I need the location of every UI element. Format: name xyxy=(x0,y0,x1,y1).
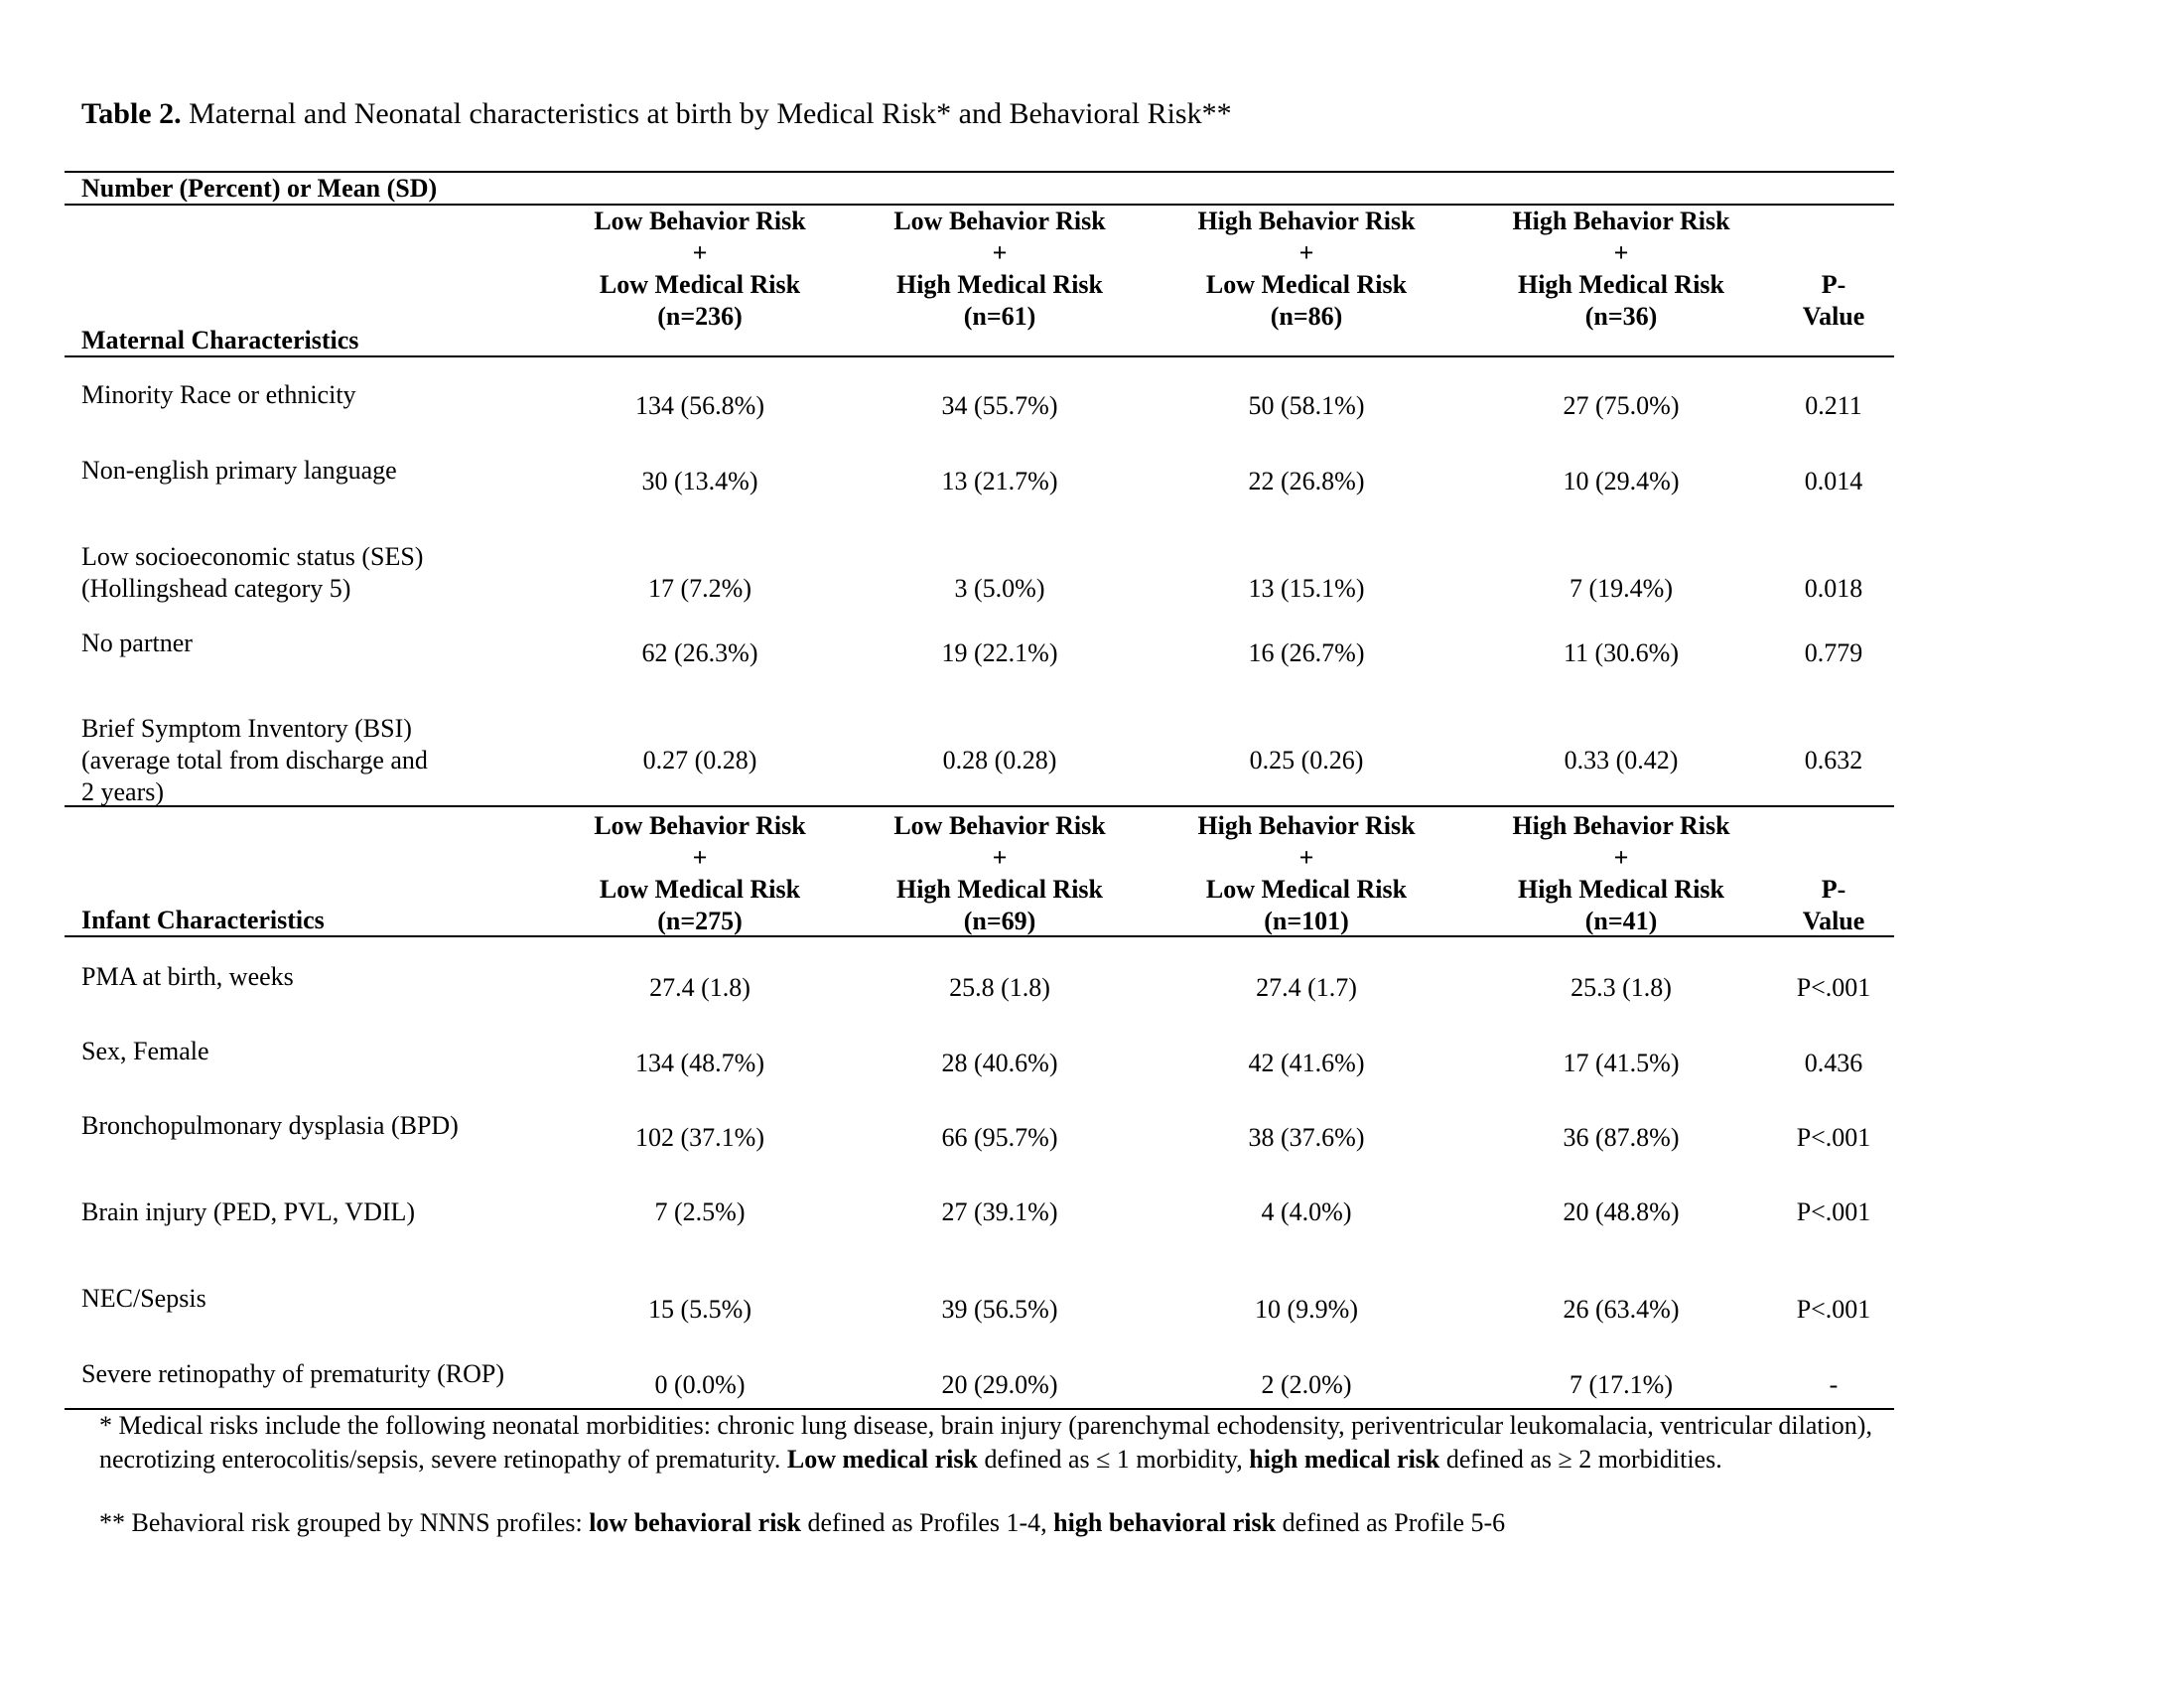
maternal-pvalue-header-line-1: P- xyxy=(1821,270,1846,299)
infant-header-col-3 xyxy=(1158,810,1455,937)
infant-row-4-cell-4: 20 (48.8%) xyxy=(1563,1197,1680,1226)
maternal-row-3-cell-2: 3 (5.0%) xyxy=(954,574,1045,603)
maternal-row-4-label-line-1: No partner xyxy=(81,629,193,657)
table-caption: Number (Percent) or Mean (SD) xyxy=(81,174,438,203)
rule-infant-top xyxy=(65,805,1894,807)
maternal-row-5-cell-1: 0.27 (0.28) xyxy=(642,746,757,774)
maternal-row-3-cell-4: 7 (19.4%) xyxy=(1570,574,1673,603)
infant-header-col-4-line-4: (n=41) xyxy=(1584,907,1658,935)
infant-row-2-pvalue: 0.436 xyxy=(1804,1049,1863,1077)
infant-header-col-1 xyxy=(551,810,849,937)
maternal-row-3-cell-1: 17 (7.2%) xyxy=(648,574,751,603)
infant-row-5-pvalue: P<.001 xyxy=(1796,1295,1871,1324)
maternal-header-col-4-line-1: High Behavior Risk xyxy=(1512,207,1730,235)
infant-section-label: Infant Characteristics xyxy=(81,906,325,934)
maternal-header-col-3-line-4: (n=86) xyxy=(1270,302,1343,331)
maternal-row-4-pvalue: 0.779 xyxy=(1804,638,1863,667)
maternal-pvalue-header xyxy=(1774,269,1893,333)
maternal-header-col-2-line-3: High Medical Risk xyxy=(895,270,1103,299)
maternal-header-col-3 xyxy=(1158,206,1455,333)
infant-row-3-pvalue: P<.001 xyxy=(1796,1123,1871,1152)
maternal-row-4-cell-3: 16 (26.7%) xyxy=(1248,638,1365,667)
infant-row-5-label xyxy=(81,1283,206,1315)
infant-row-2-label xyxy=(81,1036,209,1067)
infant-row-1-cell-2: 25.8 (1.8) xyxy=(949,973,1050,1002)
infant-header-col-2-line-2: + xyxy=(992,843,1008,872)
maternal-header-col-2-line-2: + xyxy=(992,238,1008,267)
infant-row-4-cell-3: 4 (4.0%) xyxy=(1261,1197,1352,1226)
maternal-row-3-label-line-2: (Hollingshead category 5) xyxy=(81,574,351,603)
rule-maternal-header xyxy=(65,355,1894,357)
maternal-row-5-label-line-2: (average total from discharge and xyxy=(81,746,428,774)
infant-header-col-1-line-4: (n=275) xyxy=(657,907,743,935)
footnote-high-behavioral-risk: high behavioral risk xyxy=(1053,1508,1277,1537)
maternal-row-1-cell-2: 34 (55.7%) xyxy=(941,391,1058,420)
maternal-row-5-label xyxy=(81,713,428,808)
infant-row-6-cell-3: 2 (2.0%) xyxy=(1261,1370,1352,1399)
footnote-high-medical-risk: high medical risk xyxy=(1249,1445,1440,1474)
footnote-medical-a: necrotizing enterocolitis/sepsis, severe retinopathy of prematurity. xyxy=(99,1445,787,1474)
infant-row-1-cell-4: 25.3 (1.8) xyxy=(1570,973,1672,1002)
infant-header-col-3-line-2: + xyxy=(1298,843,1314,872)
maternal-header-col-3-line-3: Low Medical Risk xyxy=(1205,270,1408,299)
infant-row-6-label xyxy=(81,1358,504,1390)
infant-row-4-pvalue: P<.001 xyxy=(1796,1197,1871,1226)
table-label: Table 2. xyxy=(81,97,182,130)
infant-header-col-4-line-1: High Behavior Risk xyxy=(1512,811,1730,840)
infant-row-5-cell-4: 26 (63.4%) xyxy=(1563,1295,1680,1324)
maternal-header-col-4-line-3: High Medical Risk xyxy=(1517,270,1724,299)
infant-header-col-2-line-1: Low Behavior Risk xyxy=(893,811,1106,840)
maternal-row-4-cell-1: 62 (26.3%) xyxy=(641,638,758,667)
footnote-behavioral xyxy=(99,1506,1505,1540)
infant-row-1-pvalue: P<.001 xyxy=(1796,973,1871,1002)
maternal-row-3-cell-3: 13 (15.1%) xyxy=(1248,574,1365,603)
infant-row-6-pvalue: - xyxy=(1829,1370,1839,1399)
maternal-row-3-label-line-1: Low socioeconomic status (SES) xyxy=(81,542,424,571)
footnote-low-behavioral-risk: low behavioral risk xyxy=(589,1508,801,1537)
maternal-row-5-cell-2: 0.28 (0.28) xyxy=(942,746,1057,774)
maternal-row-2-cell-4: 10 (29.4%) xyxy=(1563,467,1680,495)
maternal-row-5-pvalue: 0.632 xyxy=(1804,746,1863,774)
maternal-header-col-4-line-2: + xyxy=(1613,238,1629,267)
infant-row-4-cell-2: 27 (39.1%) xyxy=(941,1197,1058,1226)
maternal-row-3-label xyxy=(81,541,423,605)
footnote-behavioral-c: defined as Profiles 1-4, xyxy=(801,1508,1054,1537)
infant-row-2-cell-1: 134 (48.7%) xyxy=(635,1049,764,1077)
infant-row-3-label xyxy=(81,1110,459,1142)
infant-header-col-2-line-3: High Medical Risk xyxy=(895,875,1103,904)
footnote-medical-line2 xyxy=(99,1443,1722,1477)
maternal-row-5-label-line-3: 2 years) xyxy=(81,777,165,806)
maternal-section-label: Maternal Characteristics xyxy=(81,326,359,354)
infant-row-3-cell-3: 38 (37.6%) xyxy=(1248,1123,1365,1152)
maternal-header-col-1 xyxy=(551,206,849,333)
infant-header-col-1-line-1: Low Behavior Risk xyxy=(594,811,806,840)
maternal-row-1-cell-4: 27 (75.0%) xyxy=(1563,391,1680,420)
maternal-header-col-2-line-1: Low Behavior Risk xyxy=(893,207,1106,235)
infant-row-6-cell-4: 7 (17.1%) xyxy=(1570,1370,1673,1399)
maternal-row-4-cell-4: 11 (30.6%) xyxy=(1563,638,1679,667)
infant-row-1-label xyxy=(81,961,294,993)
infant-row-5-cell-1: 15 (5.5%) xyxy=(648,1295,751,1324)
infant-pvalue-header xyxy=(1774,874,1893,937)
maternal-header-col-1-line-4: (n=236) xyxy=(657,302,743,331)
rule-infant-header xyxy=(65,935,1894,937)
maternal-row-4-label xyxy=(81,628,193,659)
infant-header-col-4-line-2: + xyxy=(1613,843,1629,872)
infant-row-4-label xyxy=(81,1196,415,1228)
infant-header-col-3-line-3: Low Medical Risk xyxy=(1205,875,1408,904)
maternal-row-2-label xyxy=(81,455,397,487)
infant-row-3-cell-4: 36 (87.8%) xyxy=(1563,1123,1680,1152)
infant-header-col-4 xyxy=(1472,810,1770,937)
maternal-header-col-2-line-4: (n=61) xyxy=(963,302,1036,331)
footnote-low-medical-risk: Low medical risk xyxy=(786,1445,978,1474)
maternal-header-col-3-line-2: + xyxy=(1298,238,1314,267)
table-title-text: Maternal and Neonatal characteristics at birth by Medical Risk* and Behavioral Risk** xyxy=(181,97,1232,130)
infant-row-4-label-line-1: Brain injury (PED, PVL, VDIL) xyxy=(81,1197,416,1226)
infant-header-col-2 xyxy=(851,810,1149,937)
infant-row-1-cell-1: 27.4 (1.8) xyxy=(649,973,751,1002)
infant-row-5-label-line-1: NEC/Sepsis xyxy=(81,1284,206,1313)
maternal-row-2-cell-3: 22 (26.8%) xyxy=(1248,467,1365,495)
infant-row-3-label-line-1: Bronchopulmonary dysplasia (BPD) xyxy=(81,1111,459,1140)
infant-header-col-3-line-4: (n=101) xyxy=(1264,907,1349,935)
table-title xyxy=(81,97,1232,131)
maternal-row-4-cell-2: 19 (22.1%) xyxy=(941,638,1058,667)
maternal-row-5-label-line-1: Brief Symptom Inventory (BSI) xyxy=(81,714,412,743)
infant-row-6-label-line-1: Severe retinopathy of prematurity (ROP) xyxy=(81,1359,504,1388)
infant-header-col-4-line-3: High Medical Risk xyxy=(1517,875,1724,904)
maternal-row-2-pvalue: 0.014 xyxy=(1804,467,1863,495)
maternal-row-1-cell-1: 134 (56.8%) xyxy=(635,391,764,420)
maternal-row-1-label-line-1: Minority Race or ethnicity xyxy=(81,380,356,409)
infant-row-3-cell-2: 66 (95.7%) xyxy=(941,1123,1058,1152)
maternal-row-1-pvalue: 0.211 xyxy=(1805,391,1862,420)
infant-pvalue-header-line-1: P- xyxy=(1821,875,1846,904)
infant-header-col-1-line-2: + xyxy=(692,843,708,872)
maternal-pvalue-header-line-2: Value xyxy=(1802,302,1865,331)
infant-row-5-cell-2: 39 (56.5%) xyxy=(941,1295,1058,1324)
maternal-row-2-cell-2: 13 (21.7%) xyxy=(941,467,1058,495)
maternal-header-col-1-line-3: Low Medical Risk xyxy=(599,270,801,299)
footnote-behavioral-a: ** Behavioral risk grouped by NNNS profiles: xyxy=(99,1508,590,1537)
infant-row-6-cell-2: 20 (29.0%) xyxy=(941,1370,1058,1399)
maternal-header-col-3-line-1: High Behavior Risk xyxy=(1197,207,1416,235)
maternal-row-1-cell-3: 50 (58.1%) xyxy=(1248,391,1365,420)
infant-row-2-cell-4: 17 (41.5%) xyxy=(1563,1049,1680,1077)
footnote-medical-line1: * Medical risks include the following neonatal morbidities: chronic lung disease, brain injury (parenchymal echodensity, periventricular leukomalacia, ventricular dilation), xyxy=(99,1411,1872,1440)
maternal-header-col-1-line-1: Low Behavior Risk xyxy=(594,207,806,235)
infant-header-col-3-line-1: High Behavior Risk xyxy=(1197,811,1416,840)
maternal-row-2-label-line-1: Non-english primary language xyxy=(81,456,397,485)
infant-row-5-cell-3: 10 (9.9%) xyxy=(1255,1295,1358,1324)
infant-pvalue-header-line-2: Value xyxy=(1802,907,1865,935)
maternal-header-col-4-line-4: (n=36) xyxy=(1584,302,1658,331)
infant-row-6-cell-1: 0 (0.0%) xyxy=(654,1370,746,1399)
maternal-header-col-4 xyxy=(1472,206,1770,333)
infant-header-col-1-line-3: Low Medical Risk xyxy=(599,875,801,904)
infant-row-2-label-line-1: Sex, Female xyxy=(81,1037,209,1065)
infant-row-2-cell-2: 28 (40.6%) xyxy=(941,1049,1058,1077)
footnote-behavioral-e: defined as Profile 5-6 xyxy=(1276,1508,1506,1537)
maternal-header-col-1-line-2: + xyxy=(692,238,708,267)
infant-row-2-cell-3: 42 (41.6%) xyxy=(1248,1049,1365,1077)
infant-row-1-label-line-1: PMA at birth, weeks xyxy=(81,962,294,991)
footnote-medical-e: defined as ≥ 2 morbidities. xyxy=(1439,1445,1722,1474)
maternal-row-5-cell-4: 0.33 (0.42) xyxy=(1564,746,1679,774)
maternal-row-3-pvalue: 0.018 xyxy=(1804,574,1863,603)
maternal-header-col-2 xyxy=(851,206,1149,333)
maternal-row-1-label xyxy=(81,379,356,411)
infant-row-4-cell-1: 7 (2.5%) xyxy=(654,1197,746,1226)
infant-header-col-2-line-4: (n=69) xyxy=(963,907,1036,935)
footnote-medical-c: defined as ≤ 1 morbidity, xyxy=(977,1445,1250,1474)
maternal-row-2-cell-1: 30 (13.4%) xyxy=(641,467,758,495)
infant-row-1-cell-3: 27.4 (1.7) xyxy=(1256,973,1357,1002)
maternal-row-5-cell-3: 0.25 (0.26) xyxy=(1249,746,1364,774)
infant-row-3-cell-1: 102 (37.1%) xyxy=(635,1123,764,1152)
